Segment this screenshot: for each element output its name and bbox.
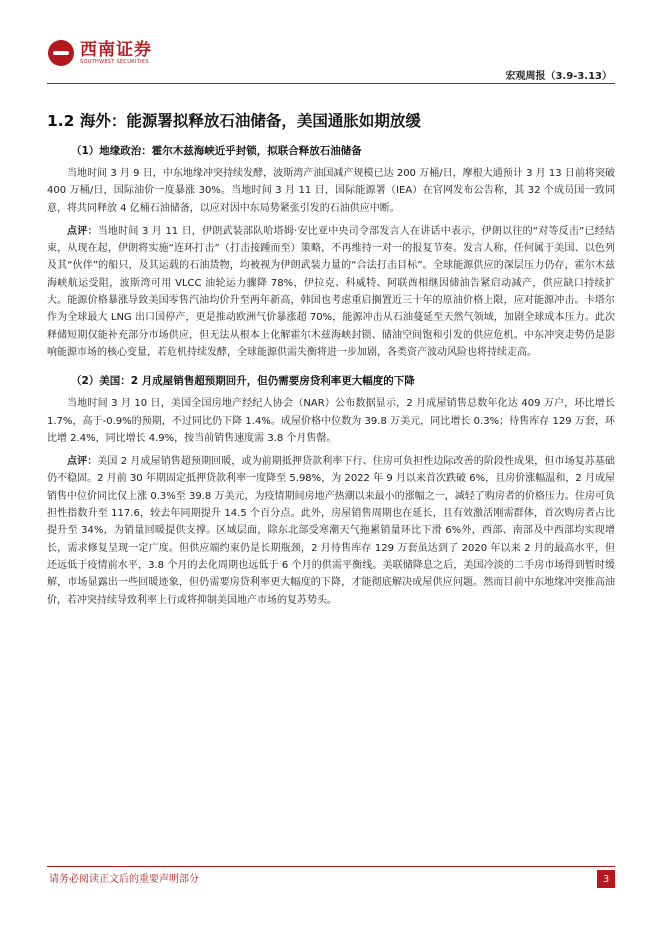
comment-lead: 点评： (67, 225, 98, 237)
comment-text: 美国 2 月成屋销售超预期回暖，或为前期抵押贷款利率下行、住房可负担性边际改善的阶段性成果，但市场复苏基础仍不稳固。2 月前 30 年期固定抵押贷款利率一度降至 5.98%，为 2022 年 9 月以来首次跌破 6%，且房价涨幅温和，2 月成屋销售中位价同比仅上涨 0.3%至 39.8 万美元，为疫情期间房地产热潮以来最小的涨幅之一，减轻了购房者的价格压力。住房可负担性指数升至 117.6，较去年同期提升 14.5 个百分点。此外，房屋销售周期也在延长，且有效激活刚需群体，首次购房者占比提升至 34%，为销量回暖提供支撑。区域层面，除东北部受寒潮天气拖累销量环比下滑 6%外，西部、南部及中西部均实现增长，需求修复呈现一定广度。但供应端约束仍是长期瓶颈，2 月待售库存 129 万套虽达到了 2020 年以来 2 月的最高水平，但还远低于疫情前水平，3.8 个月的去化周期也远低于 6 个月的供需平衡线。美联储降息之后，美国冷淡的二手房市场得到暂时缓解，市场显露出一些回暖迹象，但仍需要房贷利率更大幅度的下降，才能彻底解决成屋供应问题。然而目前中东地缘冲突推高油价，若冲突持续导致利率上行或将抑制美国地产市场的复苏势头。 (47, 456, 615, 606)
page-header (0, 0, 662, 86)
page-number: 3 (597, 870, 615, 888)
paragraph-us-housing-comment (47, 453, 615, 609)
paragraph-geopolitics-comment (47, 223, 615, 361)
header-divider (47, 83, 615, 84)
report-tag: 宏观周报（3.9-3.13） (505, 71, 612, 82)
comment-text: 当地时间 3 月 11 日，伊朗武装部队哈塔姆·安比亚中央司令部发言人在讲话中表示，伊朗以往的“对等反击”已经结束，从现在起，伊朗将实施“连环打击”（打击接踵而至）策略，不再维持一对一的报复节奏。发言人称，任何属于美国、以色列及其“伙伴”的船只，及其运载的石油货物，均被视为伊朗武装力量的“合法打击目标”。全球能源供应的深层压力仍存，霍尔木兹海峡航运受阻，波斯湾可用 VLCC 油轮运力骤降 78%，伊拉克、科威特、阿联酋相继因储油告紧启动减产，供应缺口持续扩大。能源价格暴涨导致美国零售汽油均价升至两年新高，韩国也考虑重启搁置近三十年的原油价格上限，应对能源冲击。卡塔尔作为全球最大 LNG 出口国停产，更是推动欧洲气价暴涨超 70%，能源冲击从石油蔓延至天然气领域，加剧全球成本压力。此次释储短期仅能补充部分市场供应，但无法从根本上化解霍尔木兹海峡封锁、储油空间饱和引发的供应危机。中东冲突走势仍是影响能源市场的核心变量，若危机持续发酵，全球能源供需失衡将进一步加剧，各类资产波动风险也将持续走高。 (47, 225, 616, 358)
footer-divider (47, 866, 615, 867)
logo-emblem-icon (48, 40, 74, 66)
company-logo (48, 40, 152, 66)
comment-lead: 点评： (67, 456, 98, 468)
section-title: 1.2 海外：能源署拟释放石油储备，美国通胀如期放缓 (47, 112, 421, 130)
paragraph-us-housing-news: 当地时间 3 月 10 日，美国全国房地产经纪人协会（NAR）公布数据显示，2 月成屋销售总数年化达 409 万户，环比增长 1.7%，高于-0.9%的预期，不过同比仍下降 1.4%。成屋价格中位数为 39.8 万美元，同比增长 0.3%；待售库存 129 万套，环比增 2.4%，同比增长 4.9%，按当前销售速度需 3.8 个月售罄。 (47, 398, 615, 444)
paragraph-geopolitics-news: 当地时间 3 月 9 日，中东地缘冲突持续发酵，波斯湾产油国减产规模已达 200 万桶/日，摩根大通预计 3 月 13 日前将突破 400 万桶/日，国际油价一度暴涨 30%。当地时间 3 月 11 日，国际能源署（IEA）在官网发布公告称，其 32 个成员国一致同意，将共同释放 4 亿桶石油储备，以应对因中东局势紧张引发的石油供应中断。 (47, 168, 615, 214)
subsection-title-geopolitics: （1）地缘政治：霍尔木兹海峡近乎封锁，拟联合释放石油储备 (71, 145, 362, 157)
subsection-title-us-housing: （2）美国：2 月成屋销售超预期回升，但仍需要房贷利率更大幅度的下降 (71, 375, 415, 388)
logo-chinese-name: 西南证券 (80, 39, 152, 60)
footer-disclaimer: 请务必阅读正文后的重要声明部分 (49, 874, 199, 885)
main-content (47, 111, 615, 615)
logo-english-name: SOUTHWEST SECURITIES (80, 58, 149, 65)
